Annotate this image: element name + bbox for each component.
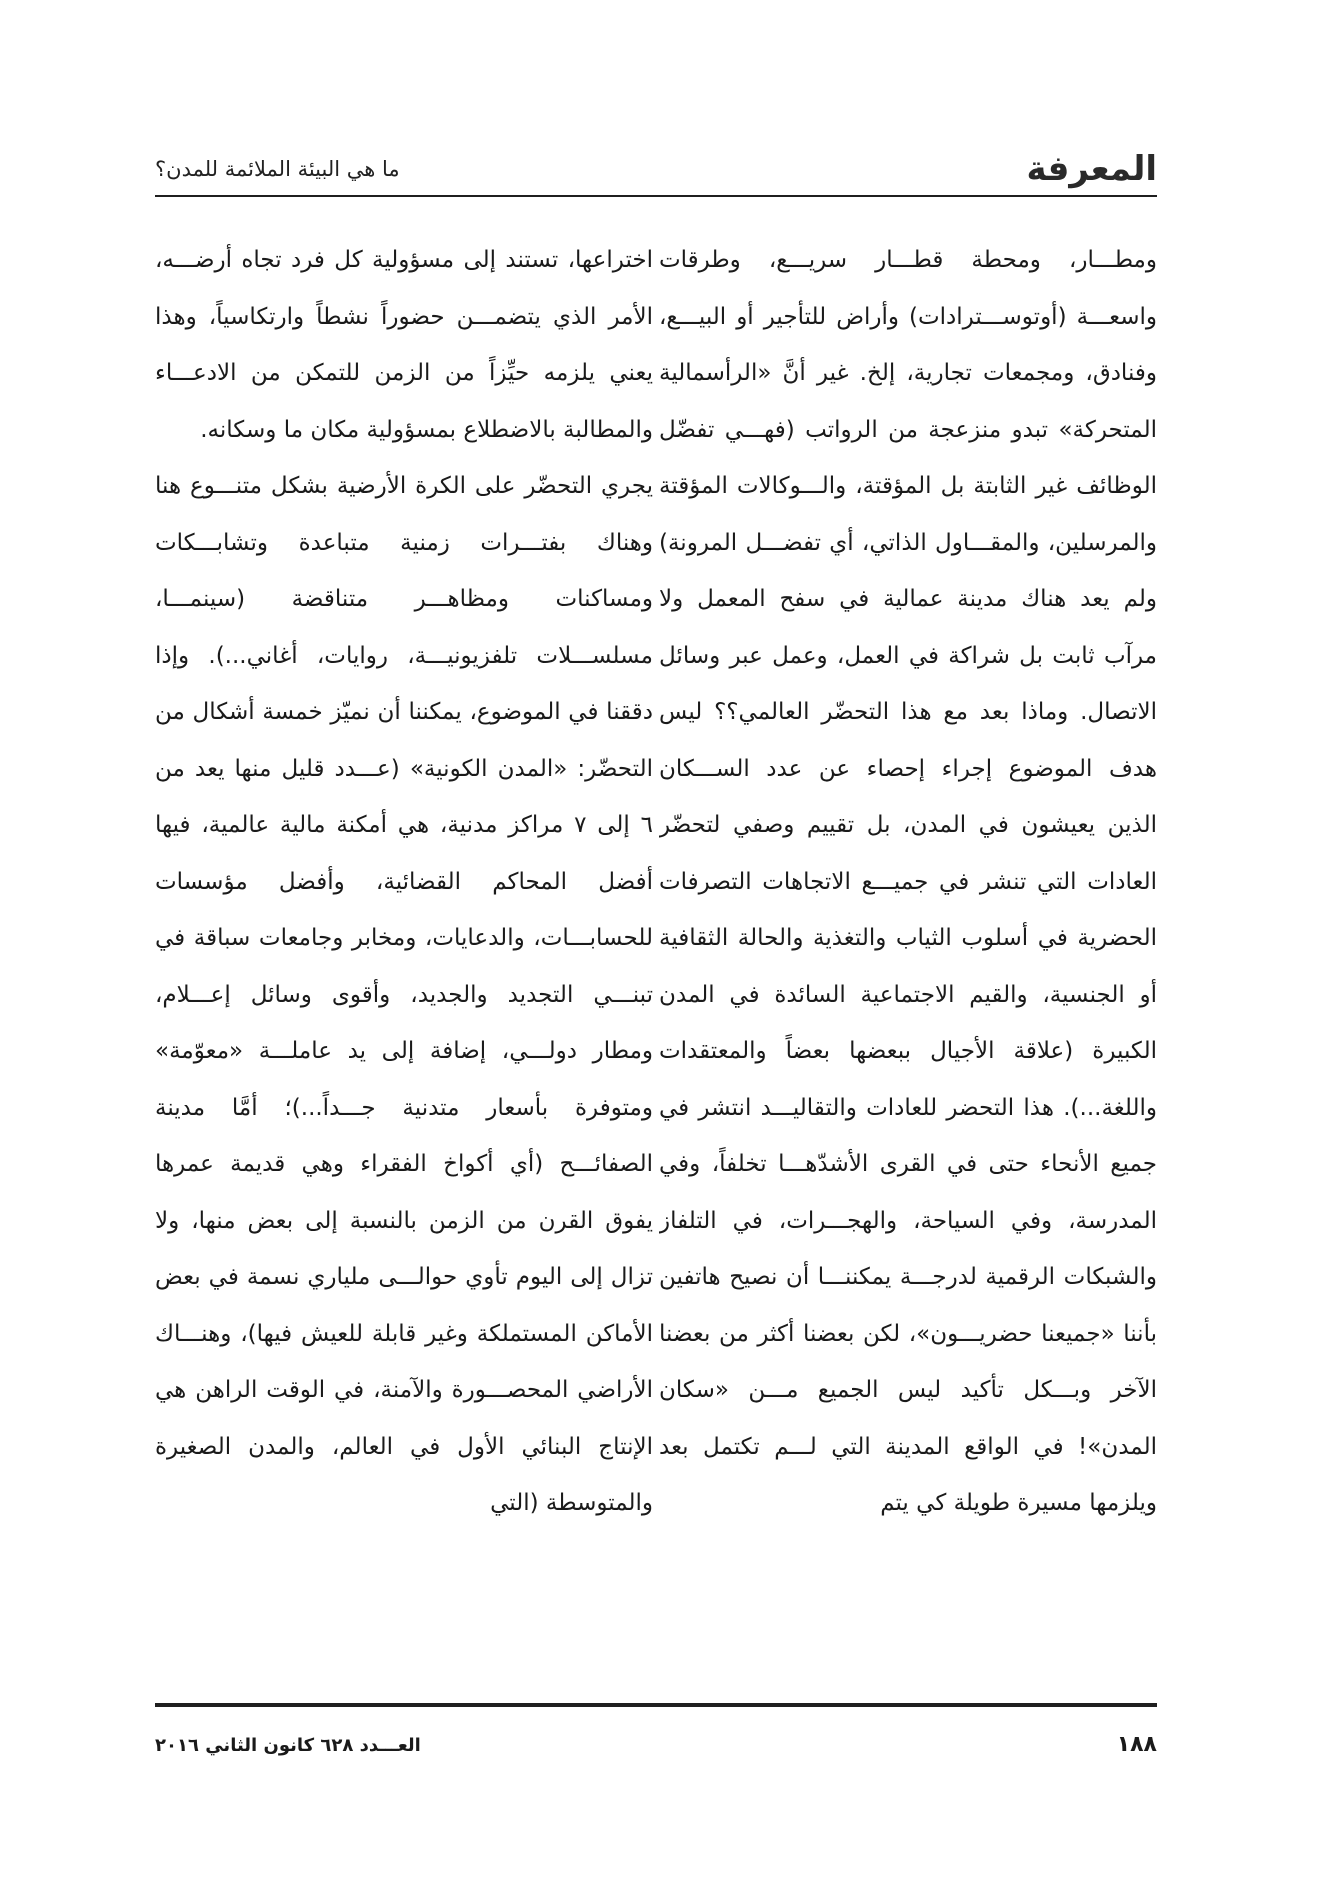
page-number: ١٨٨ <box>1116 1732 1157 1757</box>
issue-info: العـــدد ٦٢٨ كانون الثاني ٢٠١٦ <box>155 1735 421 1756</box>
paragraph: ومطـــار، ومحطة قطـــار سريـــع، وطرقات واسعـــة (أوتوســـترادات) وأراض للتأجير أو البيـــع، وفنادق، ومجمعات تجارية، إلخ. غير أنَّ «الرأسمالية المتحركة» تبدو منزعجة من الرواتب (فهـــي تفضّل الوظائف غير الثابتة بل المؤقتة، والـــوكالات المؤقتة والمرسلين، والمقـــاول الذاتي، أي تفضـــل المرونة) ولم يعد هناك مدينة عمالية في سفح المعمل ولا مرآب ثابت بل شراكة في العمل، وعمل عبر وسائل الاتصال. وماذا بعد مع هذا التحضّر العالمي؟؟ ليس هدف الموضوع إجراء إحصاء عن عدد الســـكان الذين يعيشون في المدن، بل تقييم وصفي لتحضّر العادات التي تنشر في جميـــع الاتجاهات التصرفات الحضرية في أسلوب الثياب والتغذية والحالة الثقافية أو الجنسية، والقيم الاجتماعية السائدة في المدن الكبيرة (علاقة الأجيال ببعضها بعضاً والمعتقدات واللغة...). هذا التحضر للعادات والتقاليـــد انتشر في جميع الأنحاء حتى في القرى الأشدّهـــا تخلفاً، وفي المدرسة، وفي السياحة، والهجـــرات، في التلفاز والشبكات الرقمية لدرجـــة يمكننـــا أن نصيح هاتفين بأننا «جميعنا حضريـــون»، لكن بعضنا أكثر من بعضنا الآخر وبـــكل تأكيد ليس الجميع مـــن «سكان المدن»! في الواقع المدينة التي لـــم تكتمل بعد ويلزمها مسيرة طويلة كي يتم <box>659 247 1157 1516</box>
paragraph: اختراعها، تستند إلى مسؤولية كل فرد تجاه أرضـــه، الأمر الذي يتضمـــن حضوراً نشطاً وارتكاسياً، وهذا يعني يلزمه حيِّزاً من الزمن للتمكن من الادعـــاء والمطالبة بالاضطلاع بمسؤولية مكان ما وسكانه. <box>155 247 653 443</box>
footer-divider <box>155 1703 1157 1707</box>
running-header <box>155 150 1157 188</box>
magazine-logo: المعرفة <box>1026 149 1157 189</box>
paragraph: يجري التحضّر على الكرة الأرضية بشكل متنـــوع هنا وهناك بفتـــرات زمنية متباعدة وتشابـــكات ومساكنات ومظاهـــر متناقضة (سينمـــا، مسلســـلات تلفزيونيـــة، روايات، أغاني...). وإذا دققنا في الموضوع، يمكننا أن نميّز خمسة أشكال من التحضّر: «المدن الكونية» (عـــدد قليل منها يعد من ٦ إلى ٧ مراكز مدنية، هي أمكنة مالية عالمية، فيها أفضل المحاكم القضائية، وأفضل مؤسسات للحسابـــات، والدعايات، ومخابر وجامعات سباقة في تبنـــي التجديد والجديد، وأقوى وسائل إعـــلام، ومطار دولـــي، إضافة إلى يد عاملـــة «معوّمة» ومتوفرة بأسعار متدنية جـــداً...)؛ أمَّا مدينة الصفائـــح (أي أكواخ الفقراء وهي قديمة عمرها يفوق القرن من الزمن بالنسبة إلى بعض منها، ولا تزال إلى اليوم تأوي حوالـــى ملياري نسمة في بعض الأماكن المستملكة وغير قابلة للعيش فيها)، وهنـــاك الأراضي المحصـــورة والآمنة، في الوقت الراهن هي الإنتاج البنائي الأول في العالم، والمدن الصغيرة والمتوسطة (التي <box>155 473 653 1516</box>
text-column-left <box>155 232 653 1682</box>
article-running-title: ما هي البيئة الملائمة للمدن؟ <box>155 157 400 181</box>
header-divider <box>155 195 1157 197</box>
text-column-right <box>659 232 1157 1682</box>
